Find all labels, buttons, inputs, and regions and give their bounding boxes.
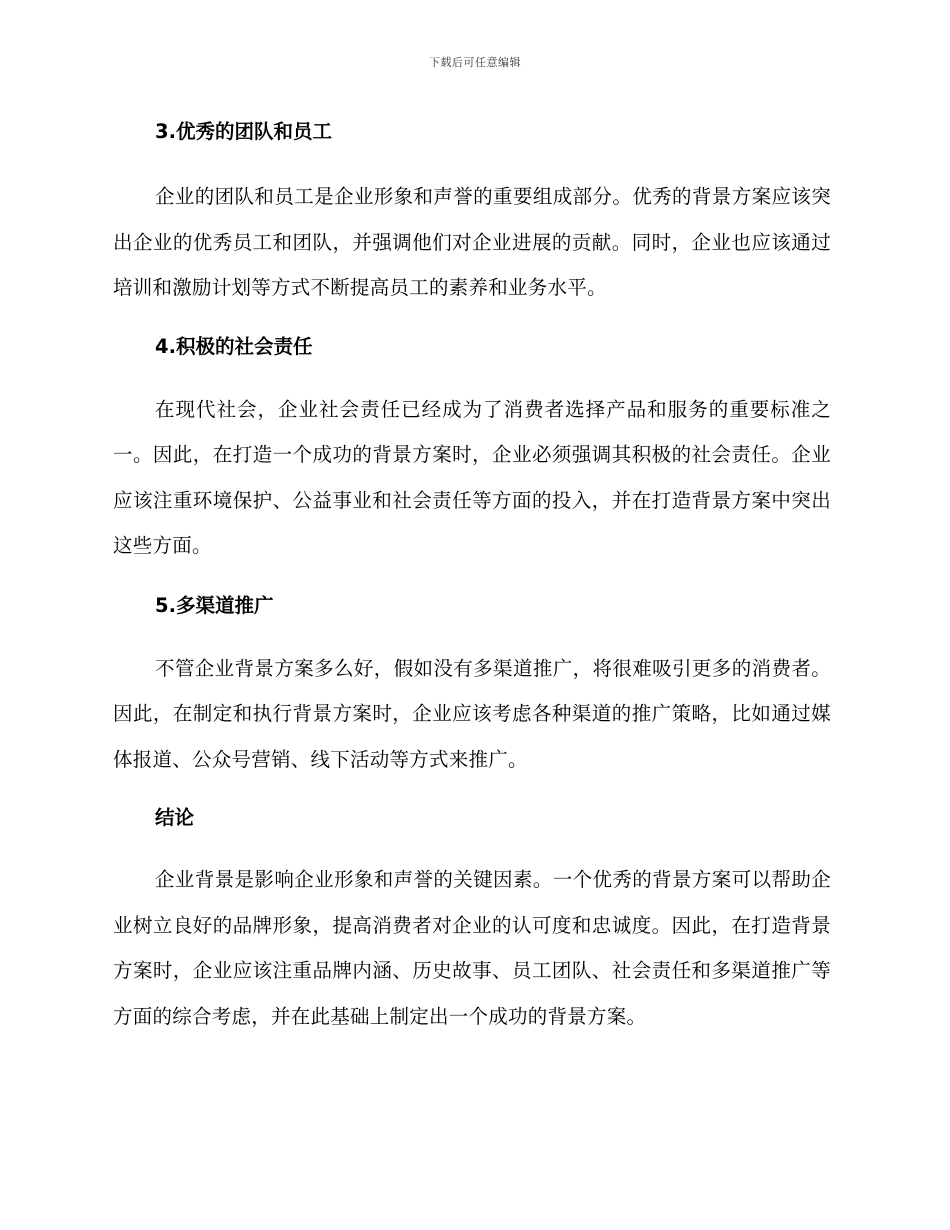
section-heading-social-responsibility: 4.积极的社会责任 [155,334,313,358]
section-paragraph-conclusion: 企业背景是影响企业形象和声誉的关键因素。一个优秀的背景方案可以帮助企业树立良好的品牌形象，提高消费者对企业的认可度和忠诚度。因此，在打造背景方案时，企业应该注重品牌内涵、历史故事、员工团队、社会责任和多渠道推广等方面的综合考虑，并在此基础上制定出一个成功的背景方案。 [113,868,831,1028]
section-paragraph-multichannel: 不管企业背景方案多么好，假如没有多渠道推广，将很难吸引更多的消费者。因此，在制定和执行背景方案时，企业应该考虑各种渠道的推广策略，比如通过媒体报道、公众号营销、线下活动等方式来推广。 [113,656,831,771]
section-heading-team: 3.优秀的团队和员工 [155,120,332,143]
document-body [113,112,831,1039]
section-paragraph-team: 企业的团队和员工是企业形象和声誉的重要组成部分。优秀的背景方案应该突出企业的优秀员工和团队，并强调他们对企业进展的贡献。同时，企业也应该通过培训和激励计划等方式不断提高员工的素养和业务水平。 [113,185,831,299]
section-heading-conclusion: 结论 [155,806,195,829]
section-paragraph-social-responsibility: 在现代社会，企业社会责任已经成为了消费者选择产品和服务的重要标准之一。因此，在打造一个成功的背景方案时，企业必须强调其积极的社会责任。企业应该注重环境保护、公益事业和社会责任等方面的投入，并在打造背景方案中突出这些方面。 [113,397,831,557]
section-heading-multichannel: 5.多渠道推广 [155,593,274,617]
page-header: 下载后可任意编辑 [429,56,521,69]
